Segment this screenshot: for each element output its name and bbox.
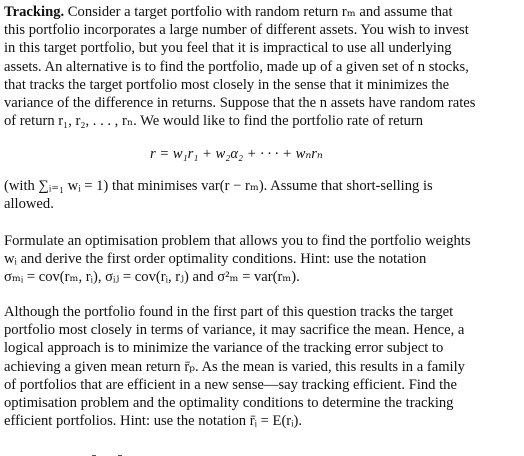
intro-line-2: this portfolio incorporates a large number of different assets. You wish to invest <box>4 22 469 39</box>
tracking-line-2: portfolio most closely in terms of variance, it may sacrifice the mean. Hence, a <box>4 322 465 339</box>
tracking-line-6: optimisation problem and the optimality conditions to determine the tracking <box>4 395 454 412</box>
intro-line-1 <box>4 3 514 21</box>
formulate-line-1: Formulate an optimisation problem that allows you to find the portfolio weights <box>4 233 471 249</box>
constraint-line-1: (with ∑ᵢ₌₁ wᵢ = 1) that minimises var(r − rₘ). Assume that short-selling is <box>4 178 433 194</box>
paragraph-intro <box>4 3 514 130</box>
tracking-line-5: of portfolios that are efficient in a new sense—say tracking efficient. Find the <box>4 376 457 393</box>
tracking-line-4: achieving a given mean return r̄ₚ. As the mean is varied, this results in a family <box>4 358 465 375</box>
cropped-text-fragment <box>92 444 152 456</box>
intro-line-1-text: Consider a target portfolio with random return rₘ and assume that <box>67 4 453 20</box>
constraint-line-2: allowed. <box>4 196 54 213</box>
exercise-title: Tracking. <box>4 4 65 20</box>
tracking-line-3: logical approach is to minimize the variance of the tracking error subject to <box>4 340 444 357</box>
formulate-line-3: σₘᵢ = cov(rₘ, rᵢ), σᵢⱼ = cov(rᵢ, rⱼ) and σ²ₘ = var(rₘ). <box>4 269 300 286</box>
tracking-line-1: Although the portfolio found in the first part of this question tracks the target <box>4 304 454 320</box>
formulate-line-2: wᵢ and derive the first order optimality conditions. Hint: use the notation <box>4 251 427 268</box>
intro-line-7: of return r₁, r₂, . . . , rₙ. We would like to find the portfolio rate of return <box>4 113 424 130</box>
intro-line-4: assets. An alternative is to find the portfolio, made up of a given set of n stocks, <box>4 58 469 75</box>
intro-line-5: that tracks the target portfolio most closely in the sense that it minimizes the <box>4 76 450 93</box>
intro-line-6: variance of the difference in returns. Suppose that the n assets have random rates <box>4 95 476 112</box>
portfolio-return-formula: r = w₁r₁ + w₂α₂ + · · · + wₙrₙ <box>150 146 323 162</box>
paragraph-tracking-efficient <box>4 303 514 430</box>
tracking-line-7: efficient portfolios. Hint: use the notation r̄ᵢ = E(rᵢ). <box>4 413 303 430</box>
intro-line-3: in this target portfolio, but you feel that it is impractical to use all underlying <box>4 40 452 57</box>
paragraph-formulate <box>4 232 514 287</box>
paragraph-constraint <box>4 177 514 213</box>
